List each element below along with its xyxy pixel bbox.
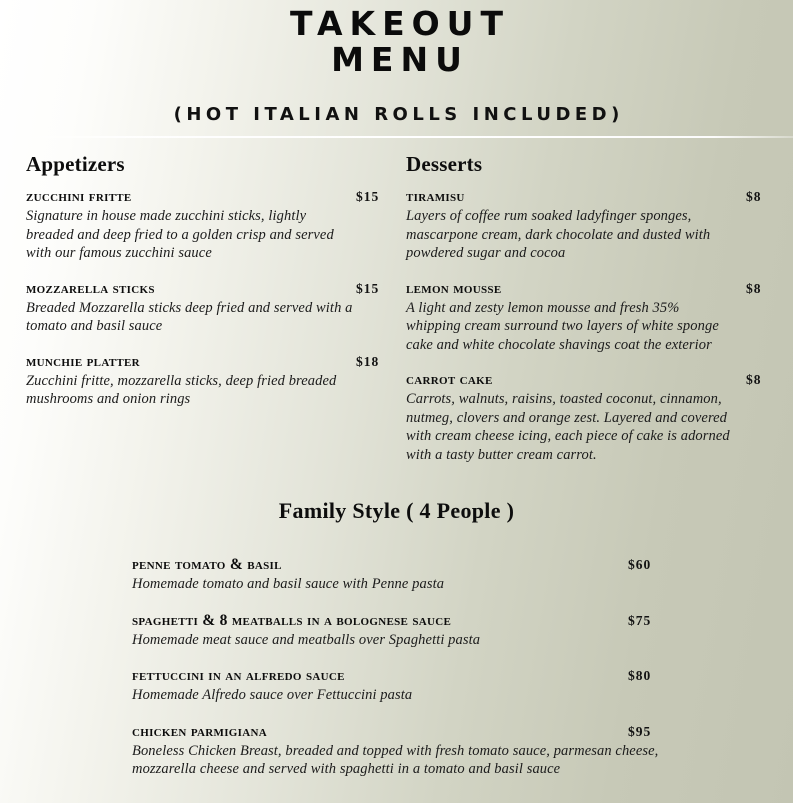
menu-item-name: carrot cake <box>406 371 493 388</box>
family-style-list <box>132 555 752 779</box>
menu-item <box>26 352 384 409</box>
appetizers-heading: Appetizers <box>26 152 125 176</box>
menu-subtitle: (HOT ITALIAN ROLLS INCLUDED) <box>173 104 624 125</box>
menu-header <box>0 0 793 136</box>
family-style-section <box>0 498 793 796</box>
menu-item-price: $75 <box>628 612 652 628</box>
menu-item <box>26 279 384 336</box>
menu-item-name: mozzarella sticks <box>26 279 155 297</box>
menu-item-price: $80 <box>628 668 652 683</box>
menu-item-header <box>406 279 773 298</box>
menu-item-price: $8 <box>746 189 762 204</box>
menu-item-header <box>26 352 384 371</box>
menu-item-header <box>406 370 773 389</box>
menu-item <box>406 370 773 464</box>
menu-item-name: zucchini fritte <box>26 188 132 205</box>
menu-item <box>132 722 752 779</box>
menu-item-description: Zucchini fritte, mozzarella sticks, deep fried breaded mushrooms and onion rings <box>26 372 337 407</box>
menu-item-header <box>26 279 384 298</box>
menu-item-price: $18 <box>356 353 380 369</box>
menu-title-line-1: TAKEOUT <box>290 4 510 43</box>
menu-title-line-2: MENU <box>331 40 469 79</box>
menu-item-header <box>132 722 752 741</box>
menu-item-header <box>132 611 752 630</box>
menu-item <box>26 187 384 263</box>
menu-item-name: lemon mousse <box>406 279 502 297</box>
menu-item-name: munchie platter <box>26 352 140 370</box>
menu-item-header <box>406 187 773 206</box>
menu-item-price: $8 <box>746 280 762 296</box>
menu-item <box>406 187 773 263</box>
menu-item-price: $15 <box>356 280 380 296</box>
menu-item-price: $60 <box>628 557 652 572</box>
menu-item-description: Layers of coffee rum soaked ladyfinger sponges, mascarpone cream, dark chocolate and dusted with powdered sugar and cocoa <box>406 208 711 261</box>
menu-item-description: A light and zesty lemon mousse and fresh 35% whipping cream surround two layers of white sponge cake and white chocolate shavings coat the exterior <box>406 299 719 353</box>
desserts-section <box>406 152 773 480</box>
menu-item-header <box>26 187 384 206</box>
menu-title <box>0 6 793 78</box>
appetizers-section <box>26 152 384 425</box>
menu-item-header <box>132 666 752 685</box>
menu-item-description: Homemade tomato and basil sauce with Penne pasta <box>132 576 445 592</box>
menu-item-price: $95 <box>628 723 652 739</box>
menu-item-price: $8 <box>746 372 762 387</box>
menu-item-name: fettuccini in an alfredo sauce <box>132 667 345 684</box>
desserts-heading: Desserts <box>406 152 483 176</box>
menu-item-description: Homemade meat sauce and meatballs over Spaghetti pasta <box>132 631 481 648</box>
menu-item-description: Homemade Alfredo sauce over Fettuccini pasta <box>132 687 413 703</box>
menu-item <box>406 279 773 355</box>
menu-item-name: spaghetti & 8 meatballs in a bolognese sauce <box>132 611 452 629</box>
menu-item-description: Carrots, walnuts, raisins, toasted coconut, cinnamon, nutmeg, clovers and orange zest. Layered and covered with cream cheese icing, each piece of cake is adorned with a tasty butter cream carrot. <box>406 391 730 463</box>
menu-item-name: chicken parmigiana <box>132 722 267 740</box>
menu-item <box>132 555 752 594</box>
menu-item-price: $15 <box>356 189 380 204</box>
menu-item-header <box>132 555 752 574</box>
header-divider <box>0 136 793 138</box>
menu-item-description: Boneless Chicken Breast, breaded and topped with fresh tomato sauce, parmesan cheese, mozzarella cheese and served with spaghetti in a tomato and basil sauce <box>132 742 659 777</box>
menu-item-name: penne tomato & basil <box>132 556 282 573</box>
menu-item-name: tiramisu <box>406 188 465 205</box>
family-style-heading: Family Style ( 4 People ) <box>278 498 515 523</box>
menu-item-description: Breaded Mozzarella sticks deep fried and served with a tomato and basil sauce <box>26 299 353 334</box>
menu-item-description: Signature in house made zucchini sticks, lightly breaded and deep fried to a golden crisp and served with our famous zucchini sauce <box>26 208 334 261</box>
menu-item <box>132 611 752 650</box>
menu-item <box>132 666 752 705</box>
